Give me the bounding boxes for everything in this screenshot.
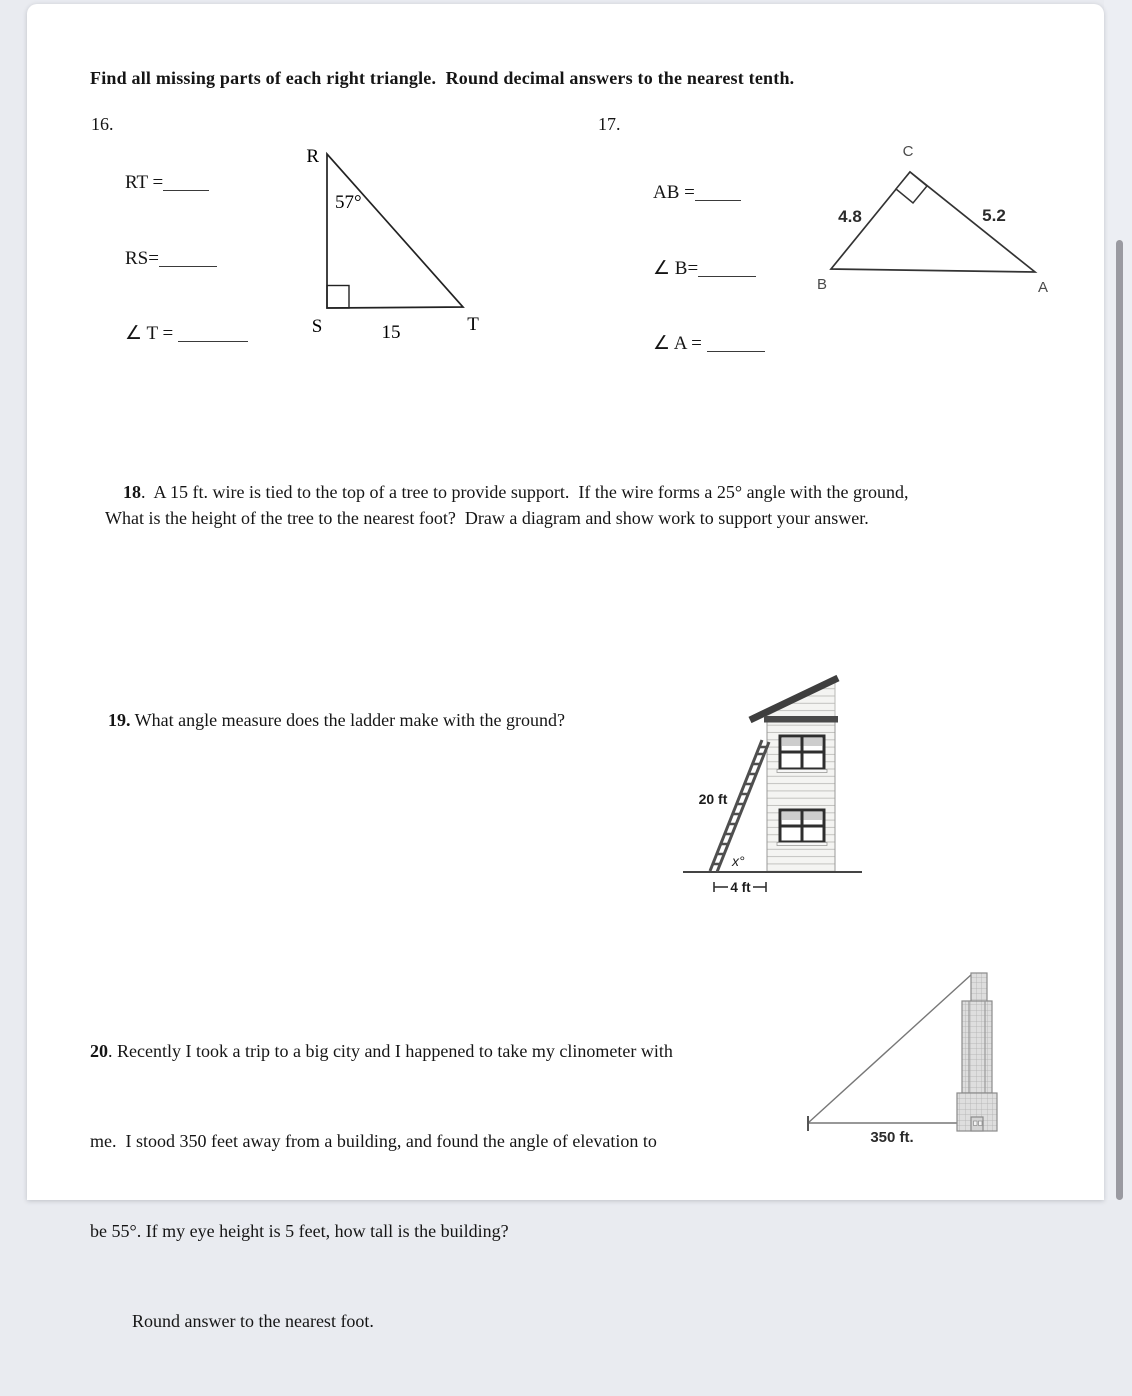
problem-17-number: 17.	[598, 114, 621, 134]
side-label-15: 15	[381, 322, 401, 340]
answer-row-angle-a	[634, 310, 765, 377]
rs-answer-blank	[159, 248, 217, 267]
rt-label: RT =	[125, 172, 164, 193]
angle-a-answer-blank	[707, 333, 765, 352]
worksheet-instructions: Find all missing parts of each right triangle. Round decimal answers to the nearest tenth.	[90, 68, 795, 88]
lower-window	[777, 810, 827, 846]
angle-t-label: ∠ T =	[125, 323, 174, 344]
scrollbar-thumb[interactable]	[1116, 240, 1123, 1200]
rs-label: RS=	[125, 248, 159, 269]
problem-20-line-2: me. I stood 350 feet away from a building, and found the angle of elevation to	[90, 1131, 657, 1151]
side-label-4-8: 4.8	[838, 207, 862, 226]
ab-answer-blank	[695, 182, 741, 201]
problem-18-number: 18	[123, 482, 141, 502]
sight-line	[808, 974, 972, 1123]
base-distance-label: 4 ft	[730, 880, 751, 895]
ladder-length-label: 20 ft	[698, 791, 728, 807]
problem-18-text: . A 15 ft. wire is tied to the top of a tree to provide support. If the wire forms a 25° angle with the ground,	[141, 482, 909, 502]
vertex-label-c: C	[902, 143, 914, 160]
vertex-label-b: B	[816, 276, 828, 293]
problem-18-line-2: What is the height of the tree to the nearest foot? Draw a diagram and show work to support your answer.	[105, 508, 869, 528]
side-label-5-2: 5.2	[982, 206, 1006, 225]
problem-19-line	[90, 681, 710, 759]
distance-label: 350 ft.	[870, 1129, 914, 1146]
vertex-label-a: A	[1037, 279, 1049, 296]
problem-20-line-3: be 55°. If my eye height is 5 feet, how tall is the building?	[90, 1221, 509, 1241]
problem-20-line-1	[90, 1036, 790, 1066]
angle-b-answer-blank	[698, 258, 756, 277]
vertex-label-t: T	[467, 314, 479, 335]
house-eave	[764, 716, 838, 723]
rt-answer-blank	[163, 172, 209, 191]
answer-row-rt	[106, 150, 209, 216]
angle-a-label: ∠ A =	[653, 333, 702, 354]
problem-20-line-4: Round answer to the nearest foot.	[132, 1311, 374, 1331]
problem-19-number: 19.	[108, 710, 131, 730]
angle-t-answer-blank	[178, 323, 248, 342]
vertex-label-r: R	[306, 146, 319, 167]
vertex-label-s: S	[311, 316, 323, 337]
angle-label-57: 57°	[335, 192, 362, 213]
answer-row-angle-t	[106, 300, 248, 367]
building-figure	[795, 950, 1010, 1155]
upper-window	[777, 736, 827, 773]
ab-label: AB =	[653, 182, 695, 203]
answer-row-ab	[634, 160, 741, 226]
angle-x-label: x°	[732, 853, 745, 869]
triangle-figure-17	[808, 142, 1058, 297]
problem-16-number: 16.	[91, 114, 114, 134]
problem-19-text: What angle measure does the ladder make with the ground?	[130, 710, 566, 730]
worksheet-page	[27, 4, 1104, 1331]
right-angle-mark-16	[327, 286, 349, 309]
problem-20-line-1-text: . Recently I took a trip to a big city and I happened to take my clinometer with	[108, 1041, 673, 1061]
angle-b-label: ∠ B=	[653, 258, 699, 279]
problem-20-number: 20	[90, 1041, 108, 1061]
answer-row-rs	[106, 226, 217, 292]
ladder-house-figure	[680, 660, 865, 902]
answer-row-angle-b	[634, 235, 756, 302]
problem-20-text	[90, 976, 790, 1396]
right-angle-mark-17	[896, 172, 927, 203]
building	[957, 973, 997, 1131]
triangle-figure-16	[295, 140, 490, 340]
